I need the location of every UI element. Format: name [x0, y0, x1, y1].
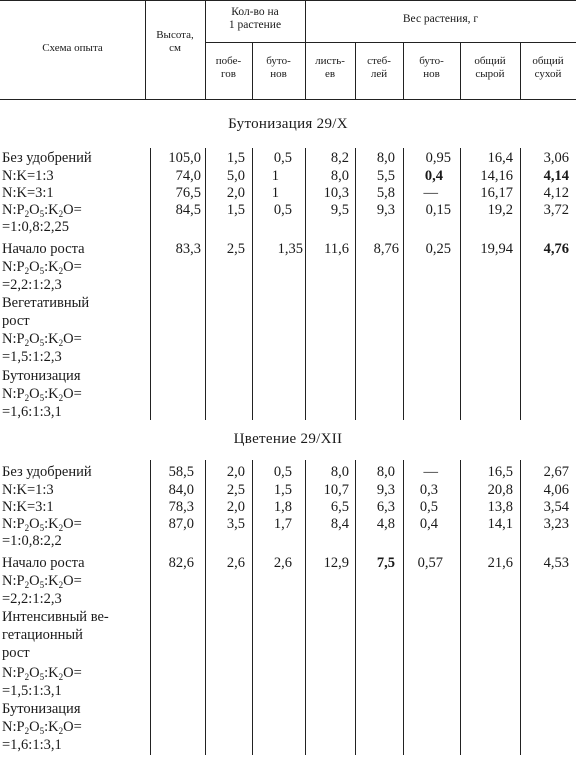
cell-shoots: 2,6 — [226, 555, 245, 571]
header-total-dry-line2: сухой — [534, 68, 562, 80]
row-label: $N:P_2O_5:K_2O=$ — [2, 573, 82, 590]
cell-stems: 6,3 — [376, 499, 395, 515]
table-row — [0, 185, 576, 201]
header-leaves-line2: ев — [324, 68, 336, 80]
row-label: $N:P_2O_5:K_2O=$ — [2, 386, 82, 403]
cell-bud-weight: 0,25 — [425, 241, 451, 257]
cell-leaves: 10,3 — [323, 185, 349, 201]
header-buds-line2: нов — [270, 68, 287, 80]
cell-leaves: 9,5 — [330, 202, 349, 218]
cell-bud-weight: 0,4 — [419, 516, 438, 532]
header-stems — [355, 55, 403, 81]
cell-stems: 8,0 — [376, 464, 395, 480]
table-row — [0, 202, 576, 218]
cell-buds: 0,5 — [273, 150, 292, 166]
header-height-line1: Высота, — [156, 29, 194, 41]
header-leaves-line1: листь- — [315, 55, 345, 67]
header-total-fresh — [460, 55, 520, 81]
cell-bud-weight: — — [423, 185, 438, 201]
row-label: N:K=1:3 — [2, 482, 54, 498]
cell-stems: 7,5 — [376, 555, 395, 571]
cell-height: 87,0 — [168, 516, 194, 532]
row-label: $N:P_2O_5:K_2O=$ — [2, 259, 82, 276]
section-title-flowering: Цветение 29/XII — [233, 431, 343, 447]
row-label: Начало роста — [2, 555, 85, 571]
table-row — [0, 482, 576, 498]
cell-bud-weight: — — [423, 464, 438, 480]
row-label: =1,6:1:3,1 — [2, 404, 62, 420]
header-bud-weight — [403, 55, 460, 81]
cell-height: 83,3 — [175, 241, 201, 257]
header-stems-line1: стеб- — [367, 55, 391, 67]
header-bud-weight-line2: нов — [423, 68, 440, 80]
cell-shoots: 2,0 — [226, 464, 245, 480]
row-label: Начало роста — [2, 241, 85, 257]
row-label: Интенсивный ве- — [2, 609, 109, 625]
row-label: =1,6:1:3,1 — [2, 737, 62, 753]
header-total-fresh-line2: сырой — [475, 68, 505, 80]
cell-buds: 1,8 — [273, 499, 292, 515]
header-count-line1: Кол-во на — [231, 6, 279, 18]
cell-shoots: 3,5 — [226, 516, 245, 532]
cell-bud-weight: 0,3 — [419, 482, 438, 498]
cell-height: 74,0 — [175, 168, 201, 184]
cell-buds: 0,5 — [273, 202, 292, 218]
cell-bud-weight: 0,5 — [419, 499, 438, 515]
cell-shoots: 2,5 — [226, 482, 245, 498]
row-label: $N:P_2O_5:K_2O=$ — [2, 202, 82, 219]
header-bud-weight-line1: буто- — [419, 55, 444, 67]
row-label: =1:0,8:2,2 — [2, 533, 62, 549]
table-row — [0, 499, 576, 515]
header-buds — [252, 55, 305, 81]
section-title-budding: Бутонизация 29/X — [228, 116, 348, 132]
header-count-line2: 1 растение — [228, 19, 282, 31]
cell-leaves: 8,2 — [330, 150, 349, 166]
cell-total-fresh: 13,8 — [487, 499, 513, 515]
header-total-dry — [520, 55, 576, 81]
cell-total-fresh: 16,5 — [487, 464, 513, 480]
cell-leaves: 6,5 — [330, 499, 349, 515]
row-label: Вегетативный — [2, 295, 90, 311]
cell-leaves: 10,7 — [323, 482, 349, 498]
row-label: рост — [2, 645, 30, 661]
cell-height: 78,3 — [168, 499, 194, 515]
cell-leaves: 12,9 — [323, 555, 349, 571]
cell-total-fresh: 16,4 — [487, 150, 513, 166]
header-height — [145, 29, 205, 55]
row-label: $N:P_2O_5:K_2O=$ — [2, 331, 82, 348]
cell-total-dry: 4,53 — [543, 555, 569, 571]
cell-shoots: 5,0 — [226, 168, 245, 184]
header-shoots-line2: гов — [221, 68, 236, 80]
row-label: =2,2:1:2,3 — [2, 591, 62, 607]
cell-shoots: 2,0 — [226, 185, 245, 201]
row-label: Без удобрений — [2, 464, 92, 480]
row-label: N:K=3:1 — [2, 185, 54, 201]
header-weight-group: Вес растения, г — [402, 13, 479, 25]
cell-total-dry: 4,14 — [543, 168, 569, 184]
cell-height: 76,5 — [175, 185, 201, 201]
cell-stems: 8,0 — [376, 150, 395, 166]
cell-leaves: 8,0 — [330, 168, 349, 184]
cell-total-dry: 3,23 — [543, 516, 569, 532]
row-label: =1,5:1:3,1 — [2, 683, 62, 699]
cell-shoots: 1,5 — [226, 150, 245, 166]
cell-height: 84,0 — [168, 482, 194, 498]
cell-bud-weight: 0,15 — [425, 202, 451, 218]
row-label: $N:P_2O_5:K_2O=$ — [2, 719, 82, 736]
header-shoots — [205, 55, 252, 81]
header-total-dry-line1: общий — [532, 55, 564, 67]
cell-total-dry: 2,67 — [543, 464, 569, 480]
row-label: Бутонизация — [2, 701, 81, 717]
table-row — [0, 168, 576, 184]
header-bottom-rule — [0, 99, 576, 100]
cell-shoots: 2,5 — [226, 241, 245, 257]
cell-total-dry: 4,12 — [543, 185, 569, 201]
cell-stems: 5,5 — [376, 168, 395, 184]
table-top-rule — [0, 0, 576, 1]
header-leaves — [305, 55, 355, 81]
cell-buds: 0,5 — [273, 464, 292, 480]
cell-leaves: 11,6 — [324, 241, 349, 257]
cell-height: 84,5 — [175, 202, 201, 218]
header-height-line2: см — [169, 42, 181, 54]
cell-total-dry: 3,06 — [543, 150, 569, 166]
cell-buds: 1,35 — [277, 241, 303, 257]
cell-shoots: 2,0 — [226, 499, 245, 515]
row-label: =1:0,8:2,25 — [2, 219, 69, 235]
cell-total-dry: 4,76 — [543, 241, 569, 257]
row-label: N:K=3:1 — [2, 499, 54, 515]
header-count-group — [205, 6, 305, 32]
cell-total-fresh: 14,16 — [480, 168, 513, 184]
cell-total-fresh: 21,6 — [487, 555, 513, 571]
cell-leaves: 8,0 — [330, 464, 349, 480]
cell-buds: 1 — [271, 185, 279, 201]
cell-total-dry: 3,54 — [543, 499, 569, 515]
cell-height: 105,0 — [168, 150, 201, 166]
row-label: N:K=1:3 — [2, 168, 54, 184]
header-stems-line2: лей — [370, 68, 388, 80]
cell-buds: 1,5 — [273, 482, 292, 498]
cell-total-dry: 3,72 — [543, 202, 569, 218]
row-label: Бутонизация — [2, 368, 81, 384]
cell-stems: 4,8 — [376, 516, 395, 532]
cell-stems: 8,76 — [373, 241, 399, 257]
cell-total-fresh: 14,1 — [487, 516, 513, 532]
cell-bud-weight: 0,4 — [424, 168, 443, 184]
cell-stems: 9,3 — [376, 202, 395, 218]
header-scheme: Схема опыта — [42, 42, 103, 54]
cell-height: 58,5 — [168, 464, 194, 480]
cell-total-fresh: 19,94 — [480, 241, 513, 257]
row-label: гетационный — [2, 627, 83, 643]
row-label: =1,5:1:2,3 — [2, 349, 62, 365]
row-label: $N:P_2O_5:K_2O=$ — [2, 665, 82, 682]
cell-total-fresh: 16,17 — [480, 185, 513, 201]
header-shoots-line1: побе- — [215, 55, 242, 67]
row-label: $N:P_2O_5:K_2O=$ — [2, 516, 82, 533]
cell-leaves: 8,4 — [330, 516, 349, 532]
table-row — [0, 464, 576, 480]
table-row — [0, 150, 576, 166]
cell-buds: 1,7 — [273, 516, 292, 532]
cell-total-dry: 4,06 — [543, 482, 569, 498]
table-row — [0, 516, 576, 532]
cell-stems: 5,8 — [376, 185, 395, 201]
row-label: Без удобрений — [2, 150, 92, 166]
cell-stems: 9,3 — [376, 482, 395, 498]
cell-buds: 1 — [271, 168, 279, 184]
row-label: рост — [2, 313, 30, 329]
table-row — [0, 555, 576, 571]
row-label: =2,2:1:2,3 — [2, 277, 62, 293]
cell-bud-weight: 0,57 — [417, 555, 443, 571]
cell-total-fresh: 19,2 — [487, 202, 513, 218]
header-total-fresh-line1: общий — [474, 55, 506, 67]
header-buds-line1: буто- — [266, 55, 291, 67]
cell-height: 82,6 — [168, 555, 194, 571]
cell-total-fresh: 20,8 — [487, 482, 513, 498]
table-row — [0, 241, 576, 257]
cell-buds: 2,6 — [273, 555, 292, 571]
cell-shoots: 1,5 — [226, 202, 245, 218]
cell-bud-weight: 0,95 — [425, 150, 451, 166]
